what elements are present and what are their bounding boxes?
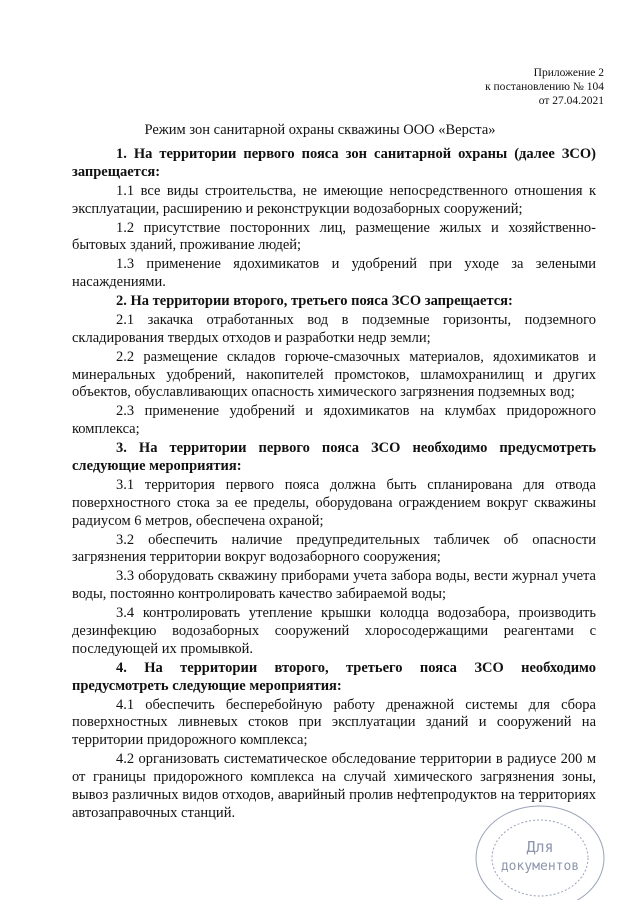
section-item: 3.2 обеспечить наличие предупредительных табличек об опасности загрязнения территории вокруг водозаборного сооружения; (72, 531, 596, 566)
stamp-line-1: Для (526, 838, 554, 856)
section-item: 2.1 закачка отработанных вод в подземные горизонты, подземного складирования твердых отходов и разработки недр земли; (72, 312, 596, 346)
document-body (72, 146, 596, 823)
section-heading: 4. На территории второго, третьего пояса ЗСО необходимо предусмотреть следующие мероприятия: (72, 659, 596, 694)
section-item: 2.2 размещение складов горюче-смазочных материалов, ядохимикатов и минеральных удобрений, накопителей промстоков, шламохранилищ и других объектов, обуславливающих опасность химического загрязнения подземных вод; (72, 348, 596, 401)
section-item: 2.3 применение удобрений и ядохимикатов на клумбах придорожного комплекса; (72, 403, 596, 438)
section-item: 1.2 присутствие посторонних лиц, размещение жилых и хозяйственно-бытовых зданий, проживание людей; (72, 219, 596, 254)
section-heading: 1. На территории первого пояса зон санитарной охраны (далее ЗСО) запрещается: (72, 146, 596, 180)
document-title: Режим зон санитарной охраны скважины ООО «Верста» (144, 122, 496, 138)
section-item: 4.1 обеспечить бесперебойную работу дренажной системы для сбора поверхностных ливневых стоков при эксплуатации зданий и сооружений на территории придорожного комплекса; (72, 696, 596, 749)
stamp-seal (466, 800, 606, 900)
section-heading: 3. На территории первого пояса ЗСО необходимо предусмотреть следующие мероприятия: (72, 440, 596, 475)
section-item: 3.1 территория первого пояса должна быть спланирована для отвода поверхностного стока за ее пределы, оборудована ограждением вокруг скважины радиусом 6 метров, обеспечена охраной; (72, 477, 596, 529)
section-item: 1.1 все виды строительства, не имеющие непосредственного отношения к эксплуатации, расширению и реконструкции водозаборных сооружений; (72, 182, 596, 217)
section-item: 4.2 организовать систематическое обследование территории в радиусе 200 м от границы придорожного комплекса на случай химического загрязнения зоны, вывоз различных видов отходов, аварийный пролив нефтепродуктов на территориях автозаправочных станций. (72, 751, 596, 821)
section-item: 1.3 применение ядохимикатов и удобрений при уходе за зелеными насаждениями. (72, 256, 596, 291)
section-heading: 2. На территории второго, третьего пояса ЗСО запрещается: (116, 293, 513, 310)
appendix-label: Приложение 2 (533, 67, 604, 79)
appendix-block (384, 66, 604, 108)
section-item: 3.4 контролировать утепление крышки колодца водозабора, производить дезинфекцию водозаборных сооружений хлоросодержащими реагентами с последующей их промывкой. (72, 605, 596, 657)
section-item: 3.3 оборудовать скважину приборами учета забора воды, вести журнал учета воды, постоянно контролировать качество забираемой воды; (72, 568, 596, 603)
stamp-line-2: документов (500, 859, 580, 874)
resolution-label: к постановлению № 104 (485, 81, 604, 93)
resolution-date: от 27.04.2021 (538, 95, 604, 107)
